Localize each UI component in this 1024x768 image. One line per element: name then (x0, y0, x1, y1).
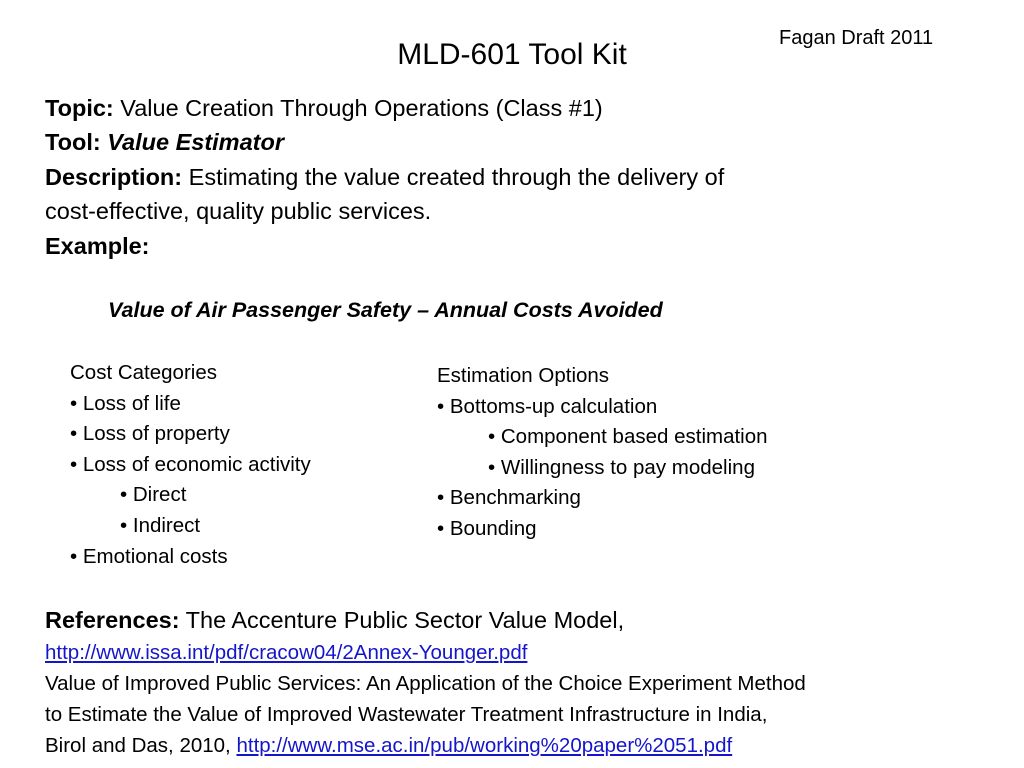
description-line (45, 164, 724, 191)
reference-1-text: The Accenture Public Sector Value Model, (185, 607, 625, 633)
reference-2-line1: Value of Improved Public Services: An Application of the Choice Experiment Method (45, 672, 806, 695)
list-item: • Benchmarking (437, 486, 581, 510)
example-label: Example: (45, 233, 150, 259)
tool-label: Tool: (45, 129, 101, 155)
references-line (45, 607, 624, 634)
topic-label: Topic: (45, 95, 114, 121)
page-title (0, 38, 1024, 72)
list-item: • Emotional costs (70, 544, 228, 568)
list-item: • Bounding (437, 516, 537, 540)
page-title-text: MLD-601 Tool Kit (397, 38, 627, 71)
topic-line (45, 95, 603, 122)
list-item: • Willingness to pay modeling (488, 455, 755, 479)
reference-2-line3 (45, 734, 732, 758)
description-line1: Estimating the value created through the delivery of (188, 164, 725, 190)
list-item: • Loss of economic activity (70, 452, 311, 476)
tool-value: Value Estimator (107, 129, 284, 155)
reference-1-link-line (45, 641, 527, 665)
reference-2-link[interactable]: http://www.mse.ac.in/pub/working%20paper%2051.pdf (236, 734, 733, 757)
description-line2: cost-effective, quality public services. (45, 198, 432, 224)
reference-2-citation: Birol and Das, 2010, (45, 734, 231, 757)
estimation-options-list (437, 361, 768, 545)
estimation-options-heading: Estimation Options (437, 364, 610, 387)
list-item: • Bottoms-up calculation (437, 394, 658, 418)
list-item: • Loss of life (70, 391, 181, 415)
references-label: References: (45, 607, 180, 633)
cost-categories-list (70, 358, 311, 572)
reference-1-link[interactable]: http://www.issa.int/pdf/cracow04/2Annex-Younger.pdf (45, 641, 528, 664)
draft-note: Fagan Draft 2011 (779, 27, 934, 49)
example-subtitle: Value of Air Passenger Safety – Annual Costs Avoided (108, 298, 663, 322)
reference-2-line2: to Estimate the Value of Improved Wastewater Treatment Infrastructure in India, (45, 703, 768, 726)
list-item: • Indirect (120, 513, 201, 537)
description-label: Description: (45, 164, 183, 190)
tool-line (45, 129, 284, 156)
topic-value: Value Creation Through Operations (Class #1) (120, 95, 603, 121)
list-item: • Loss of property (70, 422, 230, 446)
list-item: • Direct (120, 483, 187, 507)
cost-categories-heading: Cost Categories (70, 361, 217, 384)
list-item: • Component based estimation (488, 425, 768, 449)
